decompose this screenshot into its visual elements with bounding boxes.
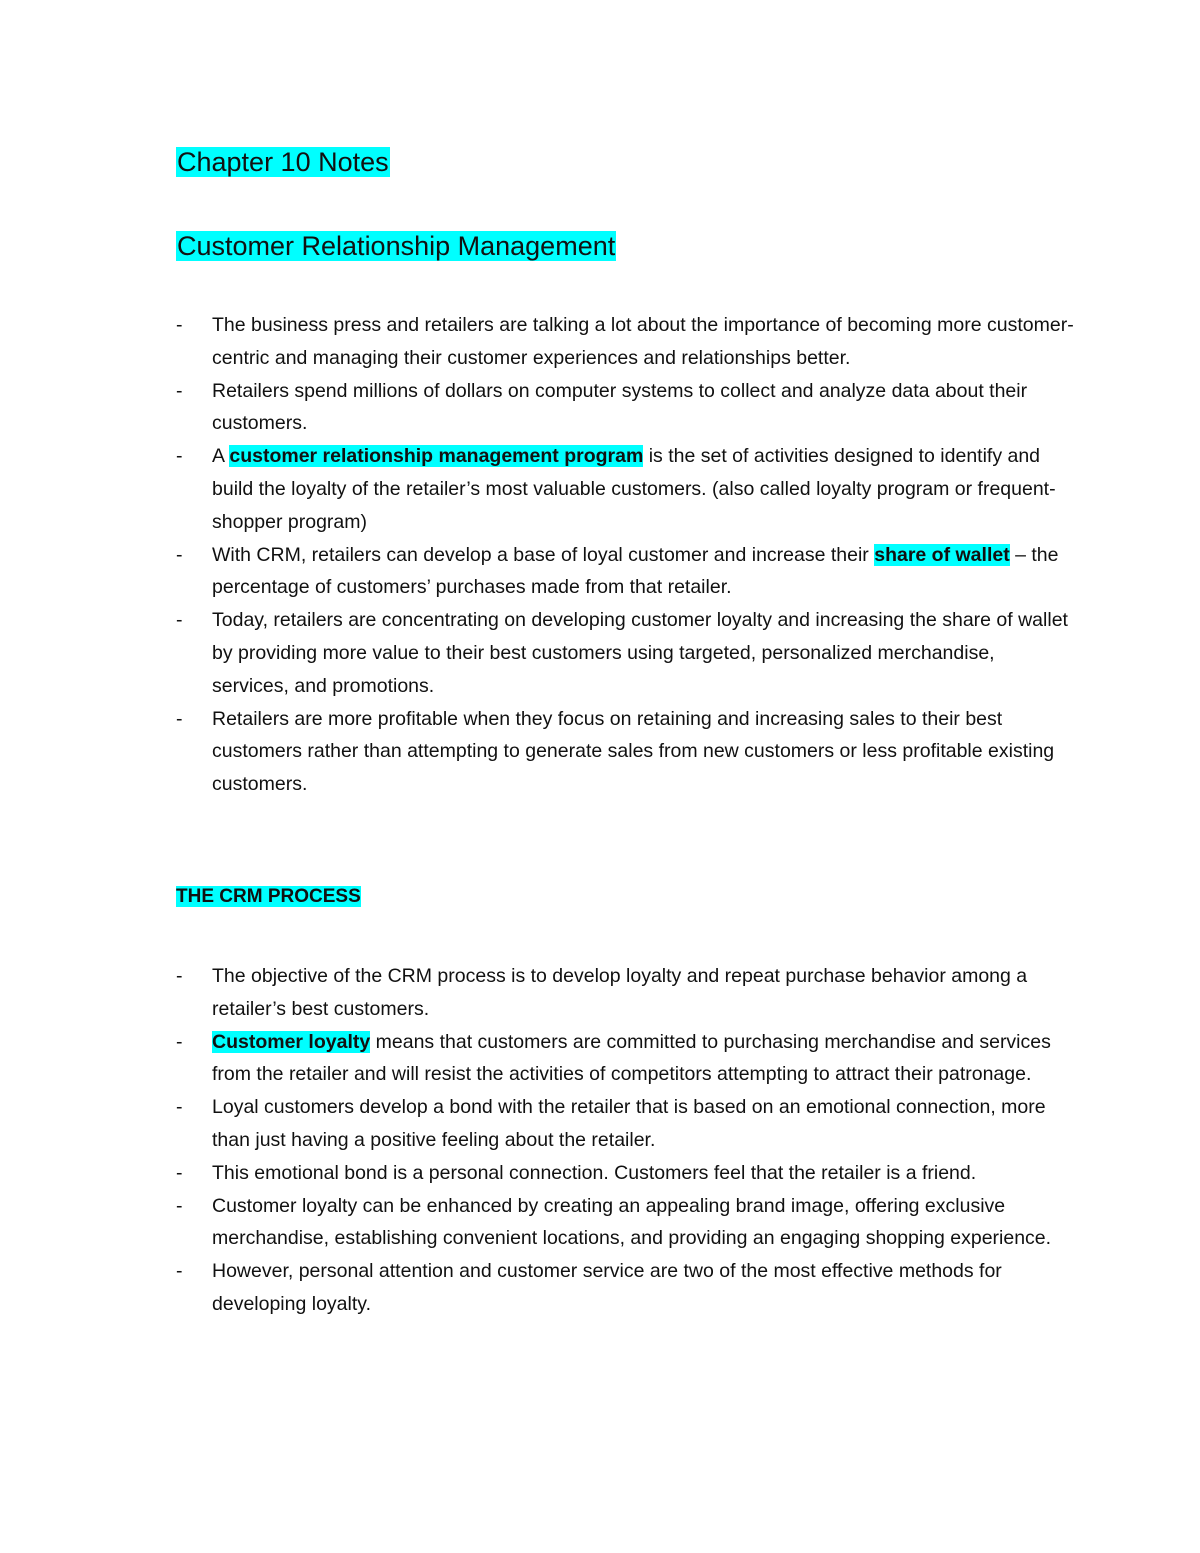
list-item	[176, 440, 1076, 538]
bullet-dash: -	[176, 707, 183, 730]
list-item-text: Today, retailers are concentrating on developing customer loyalty and increasing the share of wallet by providing more value to their best customers using targeted, personalized merchandise, services, and promotions.	[212, 609, 1068, 697]
list-item	[176, 539, 1076, 605]
bullet-dash: -	[176, 314, 183, 336]
list-item-text-before: With CRM, retailers can develop a base of loyal customer and increase their	[212, 543, 875, 566]
crm-process-list	[176, 960, 1076, 1321]
list-item-text-after: is the set of activities designed to identify and build the loyalty of the retailer’s most valuable customers. (also called loyalty program or frequent-shopper program)	[212, 445, 1056, 533]
bullet-dash: -	[176, 1260, 183, 1283]
list-item	[176, 703, 1076, 801]
bullet-dash: -	[176, 379, 183, 402]
crm-notes-list	[176, 309, 1076, 801]
process-heading-text: THE CRM PROCESS	[176, 886, 361, 907]
bullet-dash: -	[176, 1161, 183, 1184]
chapter-title-text: Chapter 10 Notes	[177, 147, 389, 177]
list-item	[176, 1157, 1076, 1190]
section-title	[176, 227, 616, 265]
list-item	[176, 1190, 1076, 1256]
list-item	[176, 309, 1076, 375]
list-item-text-after: means that customers are committed to purchasing merchandise and services from the retailer and will resist the activities of competitors attempting to attract their patronage.	[212, 1030, 1051, 1086]
list-item-text: Loyal customers develop a bond with the retailer that is based on an emotional connection, more than just having a positive feeling about the retailer.	[212, 1096, 1046, 1151]
bullet-dash: -	[176, 543, 183, 566]
process-heading	[176, 882, 361, 912]
bullet-dash: -	[176, 445, 183, 468]
list-item-text: The objective of the CRM process is to develop loyalty and repeat purchase behavior among a retailer’s best customers.	[212, 965, 1028, 1020]
list-item	[176, 604, 1076, 702]
list-item	[176, 1091, 1076, 1157]
bullet-dash: -	[176, 609, 183, 632]
list-item-text: Retailers spend millions of dollars on computer systems to collect and analyze data about their customers.	[212, 379, 1028, 435]
bullet-dash: -	[176, 965, 183, 987]
chapter-title	[176, 143, 390, 181]
bullet-dash: -	[176, 1194, 183, 1217]
highlighted-term: share of wallet	[874, 543, 1010, 566]
bullet-dash: -	[176, 1096, 183, 1119]
list-item	[176, 375, 1076, 441]
list-item-text-after: – the percentage of customers’ purchases made from that retailer.	[212, 543, 1059, 599]
list-item	[176, 960, 1076, 1026]
highlighted-term: customer relationship management program	[229, 445, 644, 468]
bullet-dash: -	[176, 1030, 183, 1053]
highlighted-term: Customer loyalty	[212, 1030, 371, 1053]
list-item-text: Customer loyalty can be enhanced by creating an appealing brand image, offering exclusive merchandise, establishing convenient locations, and providing an engaging shopping experience.	[212, 1194, 1052, 1250]
list-item-text: This emotional bond is a personal connection. Customers feel that the retailer is a friend.	[212, 1161, 977, 1184]
list-item	[176, 1255, 1076, 1321]
list-item-text: Retailers are more profitable when they focus on retaining and increasing sales to their best customers rather than attempting to generate sales from new customers or less profitable existing customers.	[212, 707, 1055, 796]
section-title-text: Customer Relationship Management	[177, 231, 616, 261]
list-item-text: However, personal attention and customer service are two of the most effective methods for developing loyalty.	[212, 1260, 1002, 1315]
list-item-text-before: A	[212, 445, 230, 468]
list-item	[176, 1026, 1076, 1092]
list-item-text: The business press and retailers are talking a lot about the importance of becoming more customer-centric and managing their customer experiences and relationships better.	[212, 314, 1074, 369]
